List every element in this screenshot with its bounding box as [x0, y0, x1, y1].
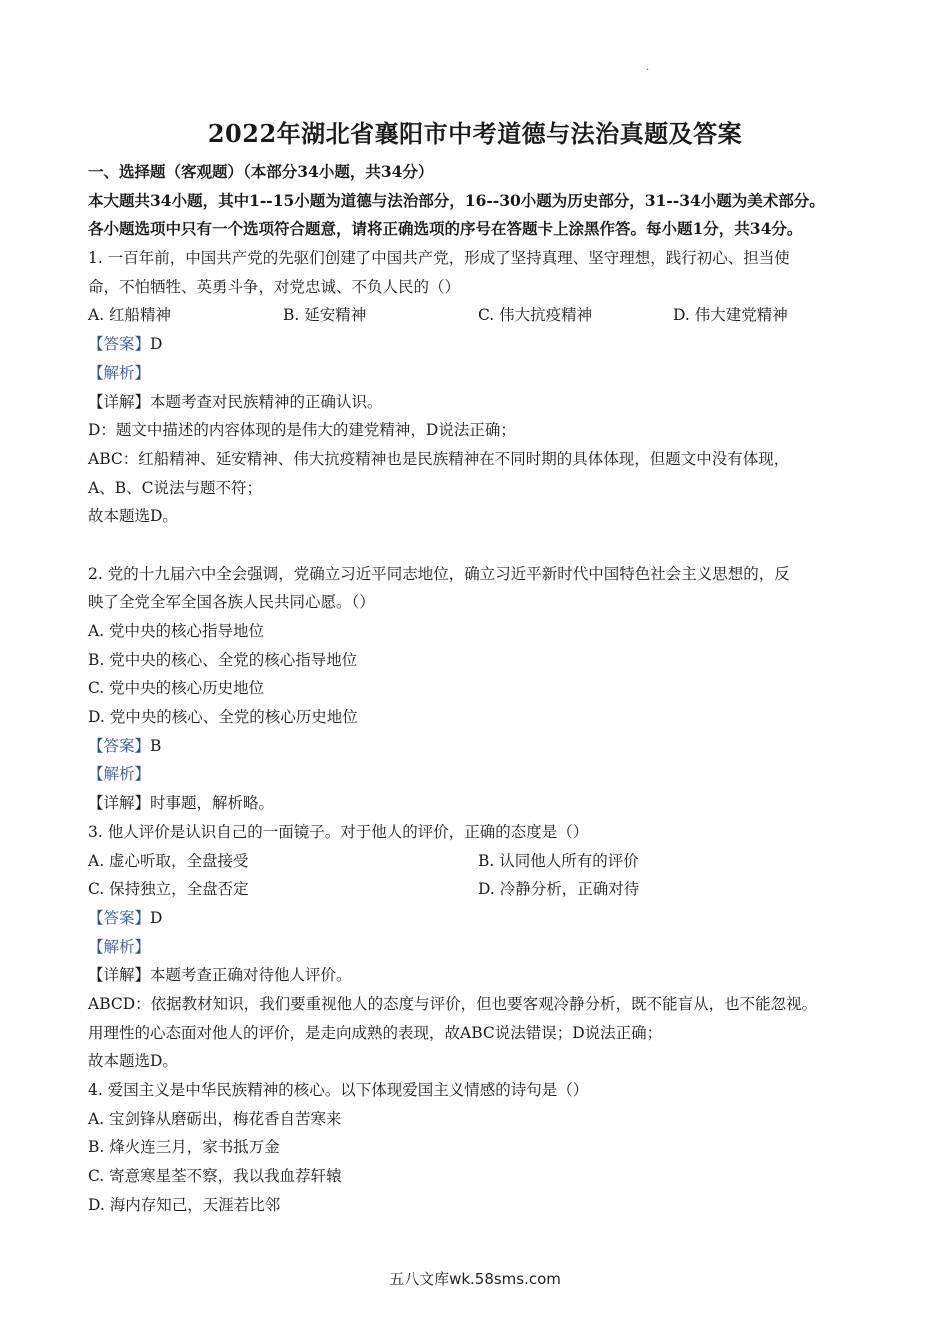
option-b: B. 延安精神 [283, 306, 367, 325]
option-b: B. 烽火连三月，家书抵万金 [88, 1138, 280, 1157]
option-d: D. 冷静分析，正确对待 [478, 880, 640, 899]
option-a: A. 党中央的核心指导地位 [88, 622, 265, 640]
analysis-tag: 【解析】 [88, 363, 151, 382]
question-1-options [88, 301, 868, 330]
analysis-tag: 【解析】 [88, 765, 151, 784]
option-c: C. 伟大抗疫精神 [478, 306, 593, 325]
detail-text: 时事题，解析略。 [150, 794, 275, 813]
detail-tag: 【详解】 [88, 794, 151, 813]
option-b: B. 党中央的核心、全党的核心指导地位 [88, 650, 358, 669]
answer-line [88, 732, 868, 761]
question-3-stem: 3. 他人评价是认识自己的一面镜子。对于他人的评价，正确的态度是（） [88, 822, 589, 841]
detail-tag: 【详解】 [88, 392, 151, 411]
question-4-stem: 4. 爱国主义是中华民族精神的核心。以下体现爱国主义情感的诗句是（） [88, 1081, 589, 1099]
option-d: D. 海内存知己，天涯若比邻 [88, 1195, 281, 1214]
detail-text: 本题考查正确对待他人评价。 [150, 966, 352, 985]
explanation-line: ABC：红船精神、延安精神、伟大抗疫精神也是民族精神在不同时期的具体体现，但题文中没有体现， [88, 449, 790, 468]
instruction-line: 本大题共34小题，其中1--15小题为道德与法治部分，16--30小题为历史部分，31--34小题为美术部分。 [88, 190, 825, 210]
analysis-tag: 【解析】 [88, 937, 151, 956]
answer-line [88, 330, 868, 359]
explanation-line: 用理性的心态面对他人的评价，是走向成熟的表现，故ABC说法错误；D说法正确； [88, 1023, 663, 1042]
option-c: C. 党中央的核心历史地位 [88, 679, 265, 698]
footer-watermark: 五八文库wk.58sms.com [389, 1270, 561, 1288]
question-3-options-row [88, 875, 868, 904]
option-a: A. 宝剑锋从磨砺出，梅花香自苦寒来 [88, 1109, 342, 1128]
option-a: A. 虚心听取，全盘接受 [88, 851, 249, 870]
option-b: B. 认同他人所有的评价 [478, 851, 639, 870]
question-1-stem: 1. 一百年前，中国共产党的先驱们创建了中国共产党，形成了坚持真理、坚守理想，践行初心、担当使 [88, 249, 790, 268]
explanation-line: A、B、C说法与题不符； [88, 478, 262, 497]
detail-line [88, 961, 868, 990]
section-heading: 一、选择题（客观题）（本部分34小题，共34分） [88, 162, 434, 181]
explanation-line: D：题文中描述的内容体现的是伟大的建党精神，D说法正确； [88, 421, 516, 440]
answer-value: D [150, 335, 163, 354]
answer-tag: 【答案】 [88, 335, 151, 354]
answer-value: B [150, 736, 162, 755]
option-d: D. 党中央的核心、全党的核心历史地位 [88, 708, 358, 727]
detail-text: 本题考查对民族精神的正确认识。 [150, 392, 383, 411]
question-1-stem: 命，不怕牺牲、英勇斗争，对党忠诚、不负人民的（） [88, 277, 461, 296]
detail-tag: 【详解】 [88, 966, 151, 985]
detail-line [88, 789, 868, 818]
spacer [88, 531, 868, 560]
answer-value: D [150, 908, 163, 927]
question-2-stem: 2. 党的十九届六中全会强调，党确立习近平同志地位，确立习近平新时代中国特色社会主义思想的，反 [88, 564, 790, 583]
header-mark: . [646, 62, 650, 73]
option-a: A. 红船精神 [88, 306, 172, 325]
document-body [88, 158, 868, 1219]
question-3-options-row [88, 847, 868, 876]
instruction-line: 各小题选项中只有一个选项符合题意，请将正确选项的序号在答题卡上涂黑作答。每小题1分，共34分。 [88, 219, 803, 239]
answer-tag: 【答案】 [88, 908, 151, 927]
document-title: 2022年湖北省襄阳市中考道德与法治真题及答案 [207, 119, 743, 148]
answer-tag: 【答案】 [88, 736, 151, 755]
question-2-stem: 映了全党全军全国各族人民共同心愿。（） [88, 593, 375, 612]
conclusion-line: 故本题选D。 [88, 1052, 178, 1071]
option-c: C. 保持独立，全盘否定 [88, 880, 249, 899]
conclusion-line: 故本题选D。 [88, 507, 178, 526]
option-c: C. 寄意寒星荃不察，我以我血荐轩辕 [88, 1167, 342, 1186]
option-d: D. 伟大建党精神 [673, 306, 788, 325]
detail-line [88, 388, 868, 417]
answer-line [88, 904, 868, 933]
explanation-line: ABCD：依据教材知识，我们要重视他人的态度与评价，但也要客观冷静分析，既不能盲从，也不能忽视。 [88, 994, 818, 1013]
